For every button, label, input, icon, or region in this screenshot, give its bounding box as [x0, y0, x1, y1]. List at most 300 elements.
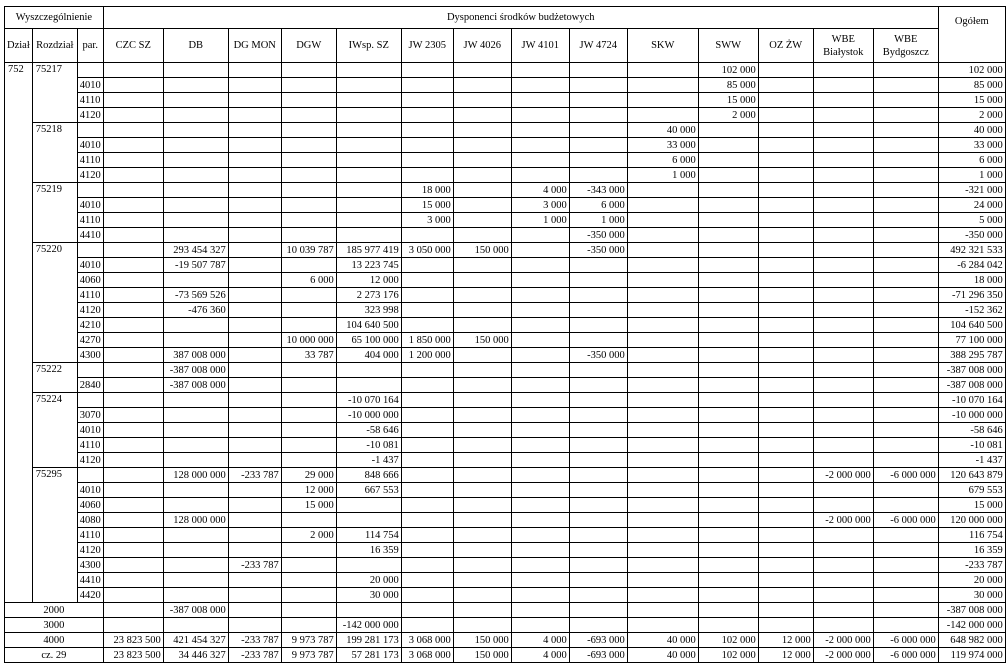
par-cell: 4010: [77, 258, 103, 273]
value-cell: [453, 138, 511, 153]
value-cell: 3 000: [511, 198, 569, 213]
table-row: [5, 558, 1006, 573]
value-cell: [813, 528, 873, 543]
value-cell: -6 000 000: [873, 468, 938, 483]
value-cell: [758, 258, 813, 273]
value-cell: [163, 333, 228, 348]
value-cell: [163, 483, 228, 498]
value-cell: [873, 408, 938, 423]
value-cell: [103, 198, 163, 213]
value-cell: [698, 198, 758, 213]
value-cell: [758, 333, 813, 348]
value-cell: [163, 93, 228, 108]
value-cell: [569, 588, 627, 603]
value-cell: [228, 573, 281, 588]
value-cell: [163, 168, 228, 183]
value-cell: [758, 558, 813, 573]
par-cell: [77, 123, 103, 138]
value-cell: [228, 408, 281, 423]
value-cell: [453, 93, 511, 108]
value-cell: [453, 408, 511, 423]
value-cell: [511, 93, 569, 108]
value-cell: [336, 183, 401, 198]
value-cell: [627, 93, 698, 108]
value-cell: [336, 168, 401, 183]
value-cell: [627, 438, 698, 453]
value-cell: [511, 573, 569, 588]
value-cell: [511, 123, 569, 138]
value-cell: [401, 573, 453, 588]
value-cell: [873, 483, 938, 498]
summary-value-cell: [511, 603, 569, 618]
value-cell: [511, 393, 569, 408]
value-cell: [401, 453, 453, 468]
value-cell: [627, 543, 698, 558]
value-cell: [453, 543, 511, 558]
value-cell: [103, 363, 163, 378]
header-wyszczegolnienie: Wyszczególnienie: [5, 7, 104, 29]
header-rozdzial: Rozdział: [32, 29, 77, 63]
summary-value-cell: 4 000: [511, 633, 569, 648]
value-cell: [281, 123, 336, 138]
value-cell: [511, 438, 569, 453]
value-cell: [163, 573, 228, 588]
summary-value-cell: -2 000 000: [813, 633, 873, 648]
value-cell: [401, 513, 453, 528]
value-cell: [511, 273, 569, 288]
value-cell: [569, 468, 627, 483]
value-cell: [228, 288, 281, 303]
value-cell: [228, 348, 281, 363]
value-cell: [627, 63, 698, 78]
summary-value-cell: [569, 603, 627, 618]
value-cell: [453, 63, 511, 78]
value-cell: [163, 408, 228, 423]
value-cell: [228, 363, 281, 378]
value-cell: [103, 288, 163, 303]
value-cell: -387 008 000: [163, 363, 228, 378]
value-cell: 2 000: [698, 108, 758, 123]
value-cell: [813, 138, 873, 153]
header-col-6: JW 4026: [453, 29, 511, 63]
table-row: [5, 528, 1006, 543]
value-cell: [281, 108, 336, 123]
value-cell: [569, 573, 627, 588]
value-cell: [281, 228, 336, 243]
value-cell: [758, 438, 813, 453]
value-cell: [281, 363, 336, 378]
header-col-10: SWW: [698, 29, 758, 63]
summary-value-cell: 102 000: [698, 648, 758, 663]
value-cell: [228, 273, 281, 288]
header-col-9: SKW: [627, 29, 698, 63]
value-cell: 33 000: [627, 138, 698, 153]
value-cell: [758, 168, 813, 183]
value-cell: [103, 123, 163, 138]
summary-total-cell: 648 982 000: [938, 633, 1005, 648]
value-cell: [813, 408, 873, 423]
value-cell: [453, 213, 511, 228]
value-cell: [453, 168, 511, 183]
par-cell: 4410: [77, 228, 103, 243]
value-cell: [228, 318, 281, 333]
value-cell: [163, 78, 228, 93]
total-cell: 6 000: [938, 153, 1005, 168]
value-cell: 12 000: [281, 483, 336, 498]
value-cell: [453, 108, 511, 123]
total-cell: 679 553: [938, 483, 1005, 498]
total-cell: 104 640 500: [938, 318, 1005, 333]
value-cell: [103, 588, 163, 603]
par-cell: 4010: [77, 138, 103, 153]
value-cell: 4 000: [511, 183, 569, 198]
table-row: [5, 363, 1006, 378]
table-row: [5, 468, 1006, 483]
value-cell: [813, 303, 873, 318]
value-cell: [401, 63, 453, 78]
value-cell: [698, 468, 758, 483]
summary-value-cell: 23 823 500: [103, 648, 163, 663]
value-cell: [163, 498, 228, 513]
value-cell: 16 359: [336, 543, 401, 558]
value-cell: [228, 63, 281, 78]
value-cell: [698, 588, 758, 603]
value-cell: [511, 483, 569, 498]
value-cell: [453, 498, 511, 513]
value-cell: -6 000 000: [873, 513, 938, 528]
summary-value-cell: 57 281 173: [336, 648, 401, 663]
value-cell: [103, 528, 163, 543]
value-cell: [511, 453, 569, 468]
value-cell: [336, 153, 401, 168]
value-cell: 6 000: [627, 153, 698, 168]
value-cell: [453, 303, 511, 318]
value-cell: [103, 513, 163, 528]
summary-total-cell: -142 000 000: [938, 618, 1005, 633]
value-cell: [453, 453, 511, 468]
value-cell: [569, 423, 627, 438]
value-cell: [873, 258, 938, 273]
value-cell: [569, 558, 627, 573]
summary-value-cell: 421 454 327: [163, 633, 228, 648]
value-cell: [758, 543, 813, 558]
summary-value-cell: [401, 603, 453, 618]
value-cell: [281, 78, 336, 93]
value-cell: [336, 198, 401, 213]
value-cell: [511, 408, 569, 423]
value-cell: 387 008 000: [163, 348, 228, 363]
value-cell: -58 646: [336, 423, 401, 438]
summary-value-cell: [336, 603, 401, 618]
summary-value-cell: -693 000: [569, 633, 627, 648]
value-cell: [627, 318, 698, 333]
value-cell: [228, 78, 281, 93]
value-cell: [627, 213, 698, 228]
par-cell: 4120: [77, 168, 103, 183]
value-cell: [698, 558, 758, 573]
value-cell: [758, 213, 813, 228]
value-cell: [627, 198, 698, 213]
value-cell: [336, 228, 401, 243]
value-cell: [103, 423, 163, 438]
value-cell: [758, 588, 813, 603]
par-cell: 4010: [77, 423, 103, 438]
value-cell: 185 977 419: [336, 243, 401, 258]
value-cell: [569, 378, 627, 393]
table-row: [5, 288, 1006, 303]
value-cell: 18 000: [401, 183, 453, 198]
value-cell: -387 008 000: [163, 378, 228, 393]
value-cell: [569, 78, 627, 93]
value-cell: [103, 63, 163, 78]
value-cell: [873, 348, 938, 363]
value-cell: [103, 258, 163, 273]
summary-value-cell: [103, 603, 163, 618]
value-cell: [336, 63, 401, 78]
value-cell: [627, 378, 698, 393]
table-row: [5, 108, 1006, 123]
value-cell: [281, 138, 336, 153]
value-cell: [336, 213, 401, 228]
value-cell: [813, 258, 873, 273]
value-cell: -2 000 000: [813, 468, 873, 483]
value-cell: [281, 408, 336, 423]
value-cell: [627, 513, 698, 528]
par-cell: 4110: [77, 213, 103, 228]
value-cell: -1 437: [336, 453, 401, 468]
par-cell: 4120: [77, 108, 103, 123]
value-cell: -19 507 787: [163, 258, 228, 273]
value-cell: [758, 198, 813, 213]
summary-value-cell: [698, 618, 758, 633]
summary-value-cell: [813, 603, 873, 618]
value-cell: [228, 243, 281, 258]
value-cell: [627, 288, 698, 303]
value-cell: [103, 228, 163, 243]
value-cell: [401, 408, 453, 423]
value-cell: 404 000: [336, 348, 401, 363]
value-cell: [813, 453, 873, 468]
value-cell: [813, 228, 873, 243]
total-cell: -152 362: [938, 303, 1005, 318]
rozdzial-cell: 75295: [32, 468, 77, 603]
value-cell: [103, 108, 163, 123]
value-cell: [813, 363, 873, 378]
value-cell: [569, 543, 627, 558]
value-cell: [569, 513, 627, 528]
total-cell: -58 646: [938, 423, 1005, 438]
summary-value-cell: [281, 618, 336, 633]
header-col-11: OZ ŻW: [758, 29, 813, 63]
value-cell: [698, 243, 758, 258]
value-cell: [228, 393, 281, 408]
value-cell: 15 000: [401, 198, 453, 213]
value-cell: [758, 228, 813, 243]
value-cell: 40 000: [627, 123, 698, 138]
value-cell: [569, 333, 627, 348]
value-cell: [698, 288, 758, 303]
value-cell: [228, 123, 281, 138]
par-cell: [77, 363, 103, 378]
total-cell: 388 295 787: [938, 348, 1005, 363]
value-cell: [698, 573, 758, 588]
value-cell: [813, 168, 873, 183]
value-cell: [813, 78, 873, 93]
total-cell: 2 000: [938, 108, 1005, 123]
value-cell: [401, 483, 453, 498]
value-cell: [627, 558, 698, 573]
value-cell: [401, 543, 453, 558]
value-cell: [453, 183, 511, 198]
value-cell: [103, 498, 163, 513]
value-cell: [401, 228, 453, 243]
value-cell: 15 000: [281, 498, 336, 513]
value-cell: [228, 198, 281, 213]
total-cell: 30 000: [938, 588, 1005, 603]
value-cell: [228, 303, 281, 318]
value-cell: [401, 288, 453, 303]
value-cell: [698, 408, 758, 423]
value-cell: [103, 318, 163, 333]
value-cell: [281, 513, 336, 528]
value-cell: [698, 123, 758, 138]
value-cell: [511, 303, 569, 318]
value-cell: [569, 303, 627, 318]
value-cell: [873, 228, 938, 243]
par-cell: 4110: [77, 528, 103, 543]
total-cell: -233 787: [938, 558, 1005, 573]
summary-value-cell: [228, 603, 281, 618]
value-cell: [401, 303, 453, 318]
table-row: [5, 333, 1006, 348]
table-row: [5, 393, 1006, 408]
value-cell: [698, 528, 758, 543]
summary-value-cell: [758, 603, 813, 618]
par-cell: [77, 63, 103, 78]
value-cell: [163, 438, 228, 453]
value-cell: [813, 348, 873, 363]
value-cell: [511, 588, 569, 603]
table-row: [5, 513, 1006, 528]
value-cell: [873, 438, 938, 453]
value-cell: [758, 378, 813, 393]
summary-value-cell: [228, 618, 281, 633]
total-cell: 492 321 533: [938, 243, 1005, 258]
value-cell: [813, 108, 873, 123]
value-cell: [873, 393, 938, 408]
value-cell: [103, 93, 163, 108]
value-cell: [569, 528, 627, 543]
par-cell: 4210: [77, 318, 103, 333]
summary-value-cell: [873, 603, 938, 618]
value-cell: [569, 138, 627, 153]
summary-value-cell: 34 446 327: [163, 648, 228, 663]
value-cell: [511, 228, 569, 243]
value-cell: 1 850 000: [401, 333, 453, 348]
value-cell: 33 787: [281, 348, 336, 363]
total-cell: -6 284 042: [938, 258, 1005, 273]
par-cell: 4110: [77, 288, 103, 303]
value-cell: [627, 333, 698, 348]
value-cell: [163, 63, 228, 78]
value-cell: [228, 483, 281, 498]
summary-value-cell: 3 068 000: [401, 648, 453, 663]
total-cell: 77 100 000: [938, 333, 1005, 348]
value-cell: [873, 333, 938, 348]
value-cell: [453, 528, 511, 543]
total-cell: -10 000 000: [938, 408, 1005, 423]
value-cell: [873, 183, 938, 198]
value-cell: [698, 453, 758, 468]
value-cell: [511, 348, 569, 363]
value-cell: [163, 213, 228, 228]
par-cell: 4110: [77, 438, 103, 453]
table-row: [5, 123, 1006, 138]
value-cell: [401, 258, 453, 273]
value-cell: [228, 543, 281, 558]
value-cell: [103, 393, 163, 408]
summary-total-cell: 119 974 000: [938, 648, 1005, 663]
value-cell: [758, 303, 813, 318]
summary-value-cell: 12 000: [758, 633, 813, 648]
value-cell: [163, 108, 228, 123]
value-cell: [336, 138, 401, 153]
value-cell: [758, 243, 813, 258]
par-cell: 4120: [77, 303, 103, 318]
value-cell: [401, 393, 453, 408]
value-cell: [873, 198, 938, 213]
par-cell: 4300: [77, 558, 103, 573]
value-cell: 6 000: [569, 198, 627, 213]
value-cell: [873, 108, 938, 123]
value-cell: [758, 273, 813, 288]
summary-label: cz. 29: [5, 648, 104, 663]
table-row: [5, 153, 1006, 168]
value-cell: [453, 288, 511, 303]
value-cell: [569, 168, 627, 183]
value-cell: [569, 438, 627, 453]
value-cell: [281, 213, 336, 228]
value-cell: [873, 378, 938, 393]
budget-table: [4, 6, 1006, 663]
par-cell: 4300: [77, 348, 103, 363]
value-cell: [228, 438, 281, 453]
table-row: [5, 573, 1006, 588]
table-row: [5, 438, 1006, 453]
value-cell: [103, 333, 163, 348]
value-cell: [336, 123, 401, 138]
value-cell: [336, 513, 401, 528]
header-col-1: DB: [163, 29, 228, 63]
value-cell: [336, 78, 401, 93]
par-cell: [77, 183, 103, 198]
value-cell: [163, 528, 228, 543]
par-cell: 4120: [77, 453, 103, 468]
table-row: [5, 453, 1006, 468]
value-cell: 30 000: [336, 588, 401, 603]
rozdzial-cell: 75219: [32, 183, 77, 243]
header-row-columns: [5, 29, 1006, 63]
value-cell: [401, 318, 453, 333]
par-cell: 4110: [77, 153, 103, 168]
table-row: [5, 423, 1006, 438]
summary-value-cell: 150 000: [453, 633, 511, 648]
summary-row: [5, 603, 1006, 618]
total-cell: 85 000: [938, 78, 1005, 93]
value-cell: [758, 183, 813, 198]
table-row: [5, 243, 1006, 258]
par-cell: 2840: [77, 378, 103, 393]
